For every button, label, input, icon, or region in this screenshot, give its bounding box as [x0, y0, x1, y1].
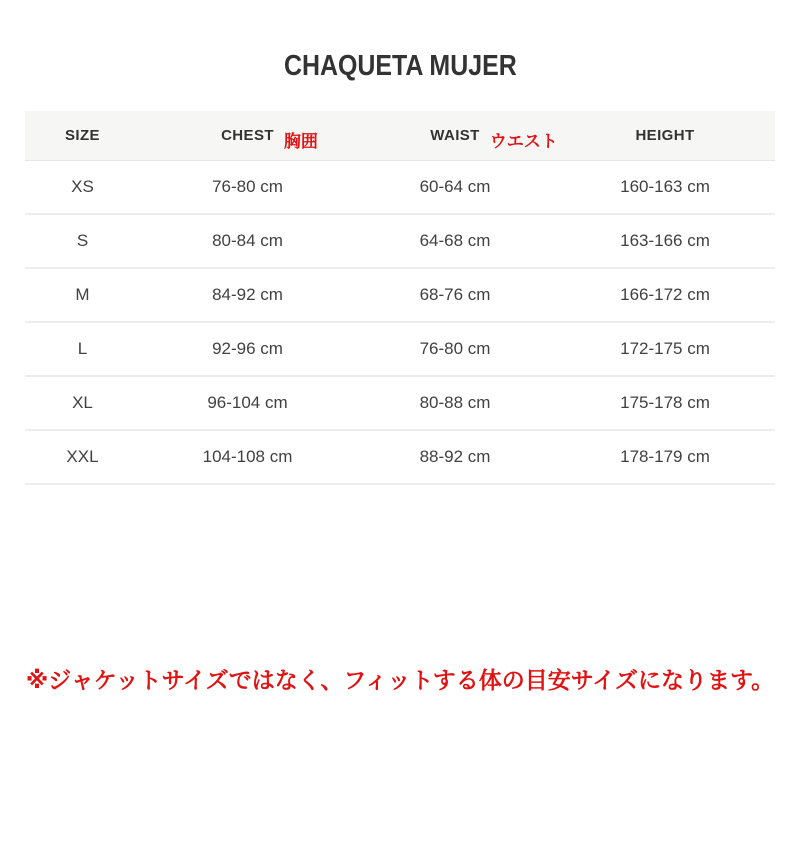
cell-waist: 80-88 cm — [419, 393, 491, 412]
page-title-text: CHAQUETA MUJER — [283, 50, 517, 82]
cell-size: S — [76, 231, 89, 250]
size-table-header — [25, 111, 775, 161]
cell-height: 160-163 cm — [620, 177, 710, 196]
cell-height: 175-178 cm — [620, 393, 710, 412]
cell-waist: 60-64 cm — [419, 177, 491, 196]
cell-chest: 84-92 cm — [212, 285, 283, 304]
cell-waist: 68-76 cm — [419, 285, 491, 304]
waist-label-jp: ウエスト — [489, 132, 558, 151]
cell-height: 172-175 cm — [620, 339, 710, 358]
column-header-chest — [140, 127, 355, 151]
cell-size: XL — [72, 393, 93, 412]
cell-size: XS — [71, 177, 94, 196]
cell-height: 178-179 cm — [620, 447, 710, 466]
height-label-en: HEIGHT — [635, 127, 695, 144]
size-chart-page — [0, 52, 800, 852]
cell-chest: 76-80 cm — [212, 177, 283, 196]
table-row — [25, 377, 775, 431]
size-label-en: SIZE — [65, 127, 100, 144]
cell-chest: 92-96 cm — [212, 339, 283, 358]
chest-label-jp: 胸囲 — [283, 132, 318, 151]
cell-chest: 96-104 cm — [207, 393, 288, 412]
fit-note: ※ジャケットサイズではなく、フィットする体の目安サイズになります。 — [25, 667, 775, 693]
table-row — [25, 161, 775, 215]
waist-label-en: WAIST — [430, 127, 480, 144]
cell-size: XXL — [66, 447, 99, 466]
table-row — [25, 269, 775, 323]
page-title — [0, 52, 800, 81]
column-header-height — [555, 127, 775, 144]
column-header-size — [25, 127, 140, 144]
cell-chest: 104-108 cm — [202, 447, 293, 466]
cell-size: L — [77, 339, 88, 358]
cell-height: 163-166 cm — [620, 231, 710, 250]
chest-label-en: CHEST — [221, 127, 274, 144]
cell-size: M — [75, 285, 90, 304]
column-header-waist — [355, 127, 558, 151]
cell-waist: 64-68 cm — [419, 231, 491, 250]
size-table — [25, 111, 775, 485]
cell-waist: 88-92 cm — [419, 447, 491, 466]
cell-chest: 80-84 cm — [212, 231, 283, 250]
cell-height: 166-172 cm — [620, 285, 710, 304]
cell-waist: 76-80 cm — [419, 339, 491, 358]
table-row — [25, 215, 775, 269]
table-row — [25, 323, 775, 377]
table-row — [25, 431, 775, 485]
